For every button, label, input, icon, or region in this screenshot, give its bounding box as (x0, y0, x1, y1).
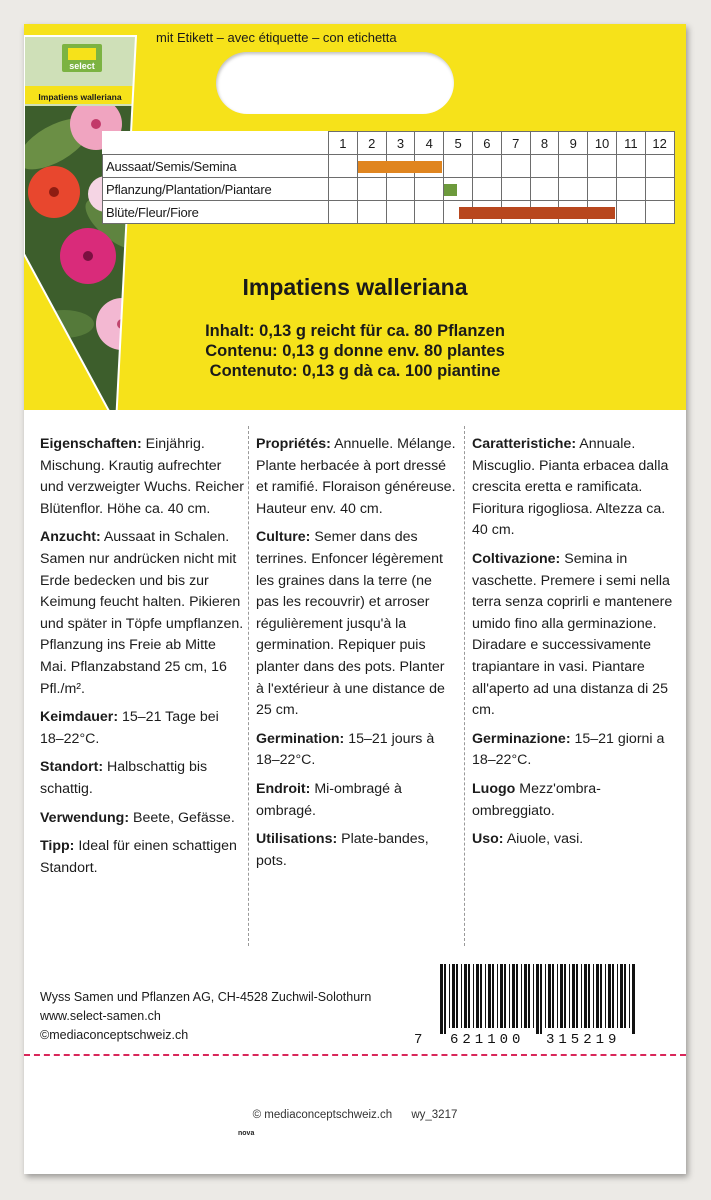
brand-logo: select (69, 61, 95, 71)
care-heading: Coltivazione: (472, 550, 561, 567)
care-text: 15–21 Tage bei 18–22°C. (40, 709, 219, 747)
column-german (40, 434, 246, 886)
barcode-stripe (557, 964, 558, 1028)
label-notice: mit Etikett – avec étiquette – con etichetta (156, 30, 397, 45)
month-header: 12 (645, 132, 674, 155)
care-text: Einjährig. Mischung. Krautig aufrechter und verzweigter Wuchs. Reicher Blütenflor. Höhe ca. 40 cm. (40, 436, 244, 517)
barcode-stripe (461, 964, 462, 1028)
barcode-stripe (456, 964, 458, 1028)
barcode-right-digits: 315219 (546, 1032, 621, 1048)
calendar-row-label: Blüte/Fleur/Fiore (103, 201, 329, 224)
contents-it: Contenuto: 0,13 g dà ca. 100 piantine (209, 362, 501, 380)
barcode-stripe (632, 964, 635, 1034)
barcode-stripe (444, 964, 446, 1034)
column-italian (472, 434, 678, 858)
footer-code: wy_3217 (411, 1109, 458, 1121)
barcode-stripe (560, 964, 563, 1028)
care-heading: Anzucht: (40, 529, 101, 546)
company-info (40, 988, 371, 1045)
barcode-stripe (569, 964, 570, 1028)
barcode-stripe (617, 964, 618, 1028)
care-paragraph (40, 757, 246, 800)
barcode-stripe (548, 964, 551, 1028)
barcode-stripe (473, 964, 474, 1028)
month-header: 2 (357, 132, 386, 155)
barcode-stripe (593, 964, 594, 1028)
care-text: 15–21 giorni a 18–22°C. (472, 730, 665, 769)
care-heading: Keimdauer: (40, 709, 119, 726)
care-paragraph (40, 527, 246, 700)
printer-logo: nova (238, 1130, 255, 1137)
company-address: Wyss Samen und Pflanzen AG, CH-4528 Zuchwil-Solothurn (40, 990, 372, 1004)
calendar-period-bar (358, 161, 442, 173)
care-heading: Uso: (472, 831, 504, 848)
calendar-row-label: Pflanzung/Plantation/Piantare (103, 178, 329, 201)
company-copyright: ©mediaconceptschweiz.ch (40, 1028, 189, 1042)
care-text: Aiuole, vasi. (503, 831, 584, 848)
ean-barcode (414, 964, 642, 1052)
barcode-stripe (596, 964, 599, 1028)
barcode-stripe (545, 964, 546, 1028)
barcode-stripe (464, 964, 467, 1028)
month-header: 6 (472, 132, 501, 155)
calendar-period-bar (459, 207, 615, 219)
care-text: 15–21 jours à 18–22°C. (256, 730, 435, 769)
barcode-stripe (540, 964, 542, 1034)
care-paragraph (256, 434, 456, 520)
care-heading: Germinazione: (472, 730, 571, 747)
barcode-stripe (576, 964, 578, 1028)
barcode-stripe (509, 964, 510, 1028)
care-paragraph (472, 779, 678, 822)
barcode-stripe (476, 964, 479, 1028)
plant-title: Impatiens walleriana (242, 274, 468, 300)
month-header: 11 (616, 132, 645, 155)
care-paragraph (40, 836, 246, 879)
care-text: Semer dans des terrines. Enfoncer légèrement les graines dans la terre (ne pas les recouvrir) et arroser régulièrement jusqu'à la germination. Repiquer puis planter dans des pots. Planter à l'extérieur à une distance de 25 cm. (256, 529, 445, 719)
contents-block (24, 321, 686, 381)
barcode-stripe (528, 964, 530, 1028)
barcode-stripe (497, 964, 498, 1028)
column-divider (464, 426, 465, 946)
barcode-stripe (521, 964, 522, 1028)
cut-line (24, 1054, 686, 1056)
care-text: Plate-bandes, pots. (256, 831, 429, 869)
barcode-stripe (536, 964, 539, 1034)
barcode-stripe (564, 964, 566, 1028)
care-heading: Culture: (256, 529, 311, 546)
care-paragraph (40, 808, 246, 830)
contents-de: Inhalt: 0,13 g reicht für ca. 80 Pflanzen (205, 322, 505, 340)
care-heading: Tipp: (40, 838, 75, 855)
barcode-left-digits: 621100 (450, 1032, 525, 1048)
barcode-stripe (572, 964, 575, 1028)
care-text: Mezz'ombra-ombreggiato. (472, 780, 601, 819)
month-header: 8 (530, 132, 559, 155)
barcode-stripe (524, 964, 527, 1028)
barcode-stripe (533, 964, 534, 1028)
barcode-stripe (492, 964, 494, 1028)
care-heading: Germination: (256, 730, 345, 747)
care-paragraph (40, 707, 246, 750)
care-heading: Endroit: (256, 780, 311, 797)
barcode-stripe (516, 964, 518, 1028)
care-heading: Verwendung: (40, 809, 130, 826)
barcode-stripe (608, 964, 611, 1028)
barcode-stripe (504, 964, 506, 1028)
care-heading: Utilisations: (256, 831, 338, 848)
care-paragraph (472, 434, 678, 542)
barcode-stripe (512, 964, 515, 1028)
month-header: 5 (444, 132, 473, 155)
barcode-stripe (624, 964, 626, 1028)
barcode-stripe (629, 964, 630, 1028)
calendar-row-label: Aussaat/Semis/Semina (103, 155, 329, 178)
care-text: Beete, Gefässe. (129, 809, 235, 826)
calendar-row-planting (103, 178, 675, 201)
care-paragraph (256, 527, 456, 721)
month-header: 4 (415, 132, 444, 155)
column-french (256, 434, 456, 879)
care-text: Halbschattig bis schattig. (40, 759, 208, 797)
calendar-row-sowing (103, 155, 675, 178)
barcode-stripe (581, 964, 582, 1028)
care-paragraph (472, 829, 678, 851)
care-paragraph (40, 434, 246, 520)
barcode-stripe (612, 964, 614, 1028)
contents-fr: Contenu: 0,13 g donne env. 80 plantes (205, 342, 505, 360)
calendar-row-flowering (103, 201, 675, 224)
hang-hole (216, 52, 454, 114)
care-paragraph (256, 729, 456, 772)
care-heading: Caratteristiche: (472, 436, 577, 452)
sowing-calendar (102, 131, 675, 224)
care-text: Annuelle. Mélange. Plante herbacée à port dressé et ramifié. Floraison généreuse. Hauteur env. 40 cm. (256, 436, 456, 517)
barcode-stripe (468, 964, 470, 1028)
care-heading: Standort: (40, 759, 104, 776)
barcode-stripe (588, 964, 590, 1028)
barcode-stripe (452, 964, 455, 1028)
barcode-lead-digit: 7 (414, 1032, 423, 1048)
seed-packet-back (24, 24, 686, 1174)
care-heading: Eigenschaften: (40, 436, 142, 452)
tag-plant-name: Impatiens walleriana (38, 92, 122, 102)
care-text: Aussaat in Schalen. Samen nur andrücken nicht mit Erde bedecken und bis zur Keimung feucht halten. Pikieren und später in Töpfe umpflanzen. Pflanzung ins Freie ab Mitte Mai. Pflanzabstand 25 cm, 16 Pfl./m². (40, 529, 244, 697)
month-header: 7 (501, 132, 530, 155)
care-paragraph (472, 729, 678, 772)
care-paragraph (256, 779, 456, 822)
barcode-stripe (488, 964, 491, 1028)
barcode-stripe (440, 964, 443, 1034)
barcode-stripe (480, 964, 482, 1028)
care-heading: Propriétés: (256, 436, 331, 452)
barcode-stripe (600, 964, 602, 1028)
care-heading: Luogo (472, 780, 516, 797)
column-divider (248, 426, 249, 946)
footer-copyright: © mediaconceptschweiz.ch (252, 1109, 393, 1121)
barcode-stripe (584, 964, 587, 1028)
care-text: Semina in vaschette. Premere i semi nella terra senza coprirli e mantenere umido fino alla germinazione. Diradare e successivamente trapiantare in vasi. Piantare all'aperto ad una distanza di 25 cm. (472, 550, 673, 719)
barcode-stripe (552, 964, 554, 1028)
month-header: 10 (588, 132, 617, 155)
barcode-stripe (605, 964, 606, 1028)
barcode-stripe (500, 964, 503, 1028)
care-text: Ideal für einen schattigen Standort. (40, 838, 237, 876)
care-text: Mi-ombragé à ombragé. (256, 780, 402, 819)
month-header: 1 (329, 132, 358, 155)
care-text: Annuale. Miscuglio. Pianta erbacea dalla crescita eretta e ramificata. Fioritura rigogliosa. Altezza ca. 40 cm. (472, 436, 669, 539)
care-paragraph (472, 549, 678, 722)
footer (24, 1109, 686, 1121)
month-header: 9 (559, 132, 588, 155)
barcode-stripe (485, 964, 486, 1028)
care-paragraph (256, 829, 456, 872)
barcode-stripe (620, 964, 623, 1028)
month-header: 3 (386, 132, 415, 155)
barcode-stripe (449, 964, 450, 1028)
calendar-period-bar (444, 184, 456, 196)
company-website: www.select-samen.ch (40, 1009, 161, 1023)
